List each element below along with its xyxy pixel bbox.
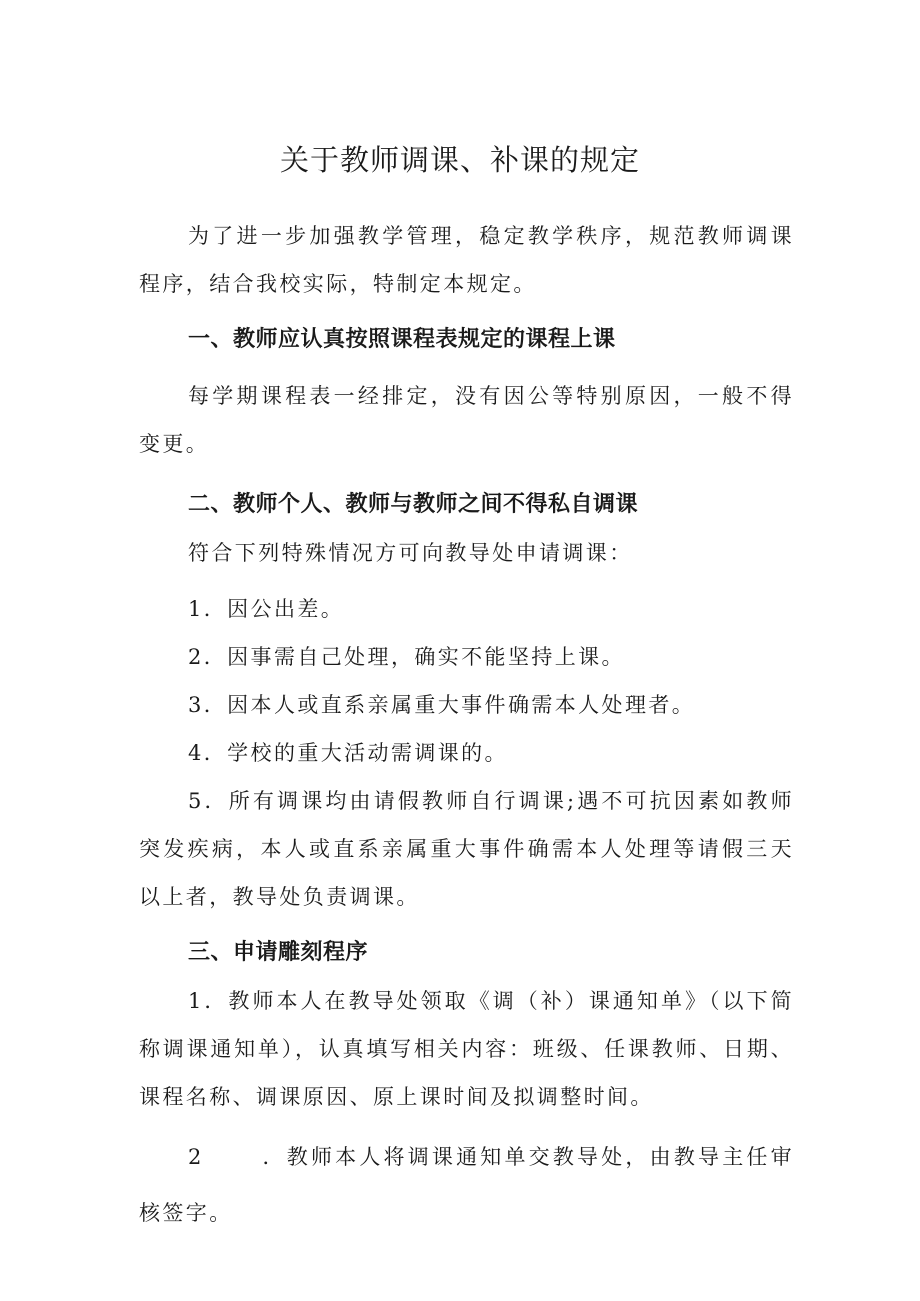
section-3-item-2-text: ．教师本人将调课通知单交教导处，由教导主任审核签字。 bbox=[139, 1145, 794, 1225]
section-3-item-2-number: 2 bbox=[188, 1145, 204, 1169]
section-1-heading: 一、教师应认真按照课程表规定的课程上课 bbox=[188, 327, 616, 352]
section-3-item-1: 1．教师本人在教导处领取《调（补）课通知单》（以下简称调课通知单），认真填写相关内容：班级、任课教师、日期、课程名称、调课原因、原上课时间及拟调整时间。 bbox=[139, 989, 794, 1109]
section-2-item-2: 2．因事需自己处理，确实不能坚持上课。 bbox=[188, 645, 625, 669]
section-2-item-3: 3．因本人或直系亲属重大事件确需本人处理者。 bbox=[188, 693, 696, 717]
section-2-lead: 符合下列特殊情况方可向教导处申请调课： bbox=[188, 541, 633, 565]
section-3-heading: 三、申请雕刻程序 bbox=[188, 940, 369, 965]
section-2-item-1: 1．因公出差。 bbox=[188, 597, 345, 621]
section-3-item-2 bbox=[139, 1129, 794, 1241]
document-title: 关于教师调课、补课的规定 bbox=[279, 143, 640, 177]
document-body bbox=[139, 212, 794, 1241]
section-2-item-4: 4．学校的重大活动需调课的。 bbox=[188, 741, 508, 765]
intro-paragraph: 为了进一步加强教学管理，稳定教学秩序，规范教师调课程序，结合我校实际，特制定本规定。 bbox=[139, 224, 794, 296]
section-2-heading: 二、教师个人、教师与教师之间不得私自调课 bbox=[188, 492, 639, 517]
section-2-item-5: 5．所有调课均由请假教师自行调课;遇不可抗因素如教师突发疾病，本人或直系亲属重大事件确需本人处理等请假三天以上者，教导处负责调课。 bbox=[139, 789, 794, 909]
section-1-body: 每学期课程表一经排定，没有因公等特别原因，一般不得变更。 bbox=[139, 384, 794, 456]
